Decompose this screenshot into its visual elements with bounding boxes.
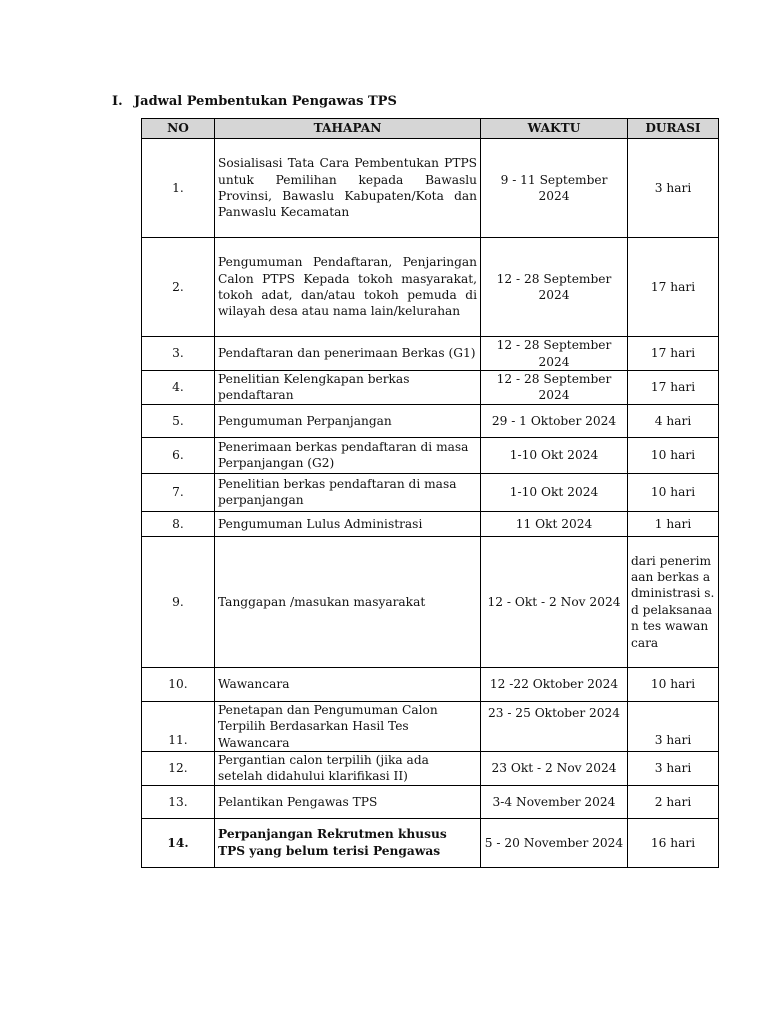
row-tahapan: Perpanjangan Rekrutmen khusus TPS yang belum terisi Pengawas — [215, 818, 481, 867]
row-waktu: 3-4 November 2024 — [481, 785, 628, 818]
row-tahapan: Sosialisasi Tata Cara Pembentukan PTPS untuk Pemilihan kepada Bawaslu Provinsi, Bawaslu Kabupaten/Kota dan Panwaslu Kecamatan — [215, 139, 481, 238]
row-tahapan: Tanggapan /masukan masyarakat — [215, 536, 481, 667]
row-tahapan: Wawancara — [215, 667, 481, 701]
row-waktu: 23 - 25 Oktober 2024 — [481, 701, 628, 751]
row-durasi: 17 hari — [628, 238, 719, 337]
row-durasi: 3 hari — [628, 701, 719, 751]
row-durasi: 10 hari — [628, 473, 719, 511]
row-durasi: 17 hari — [628, 337, 719, 371]
table-header-row — [142, 119, 719, 139]
row-no: 10. — [142, 667, 215, 701]
row-no: 5. — [142, 404, 215, 437]
row-durasi: 3 hari — [628, 752, 719, 786]
row-no: 8. — [142, 511, 215, 536]
section-number: I. — [112, 94, 123, 109]
row-tahapan: Pergantian calon terpilih (jika ada setelah didahului klarifikasi II) — [215, 752, 481, 786]
row-waktu: 12 - 28 September 2024 — [481, 238, 628, 337]
table-row — [142, 536, 719, 667]
row-waktu: 12 - 28 September 2024 — [481, 371, 628, 405]
row-durasi: dari penerimaan berkas administrasi s.d pelaksanaan tes wawancara — [628, 536, 719, 667]
row-tahapan: Pengumuman Perpanjangan — [215, 404, 481, 437]
table-row — [142, 404, 719, 437]
row-tahapan: Pengumuman Pendaftaran, Penjaringan Calon PTPS Kepada tokoh masyarakat, tokoh adat, dan/atau tokoh pemuda di wilayah desa atau nama lain/kelurahan — [215, 238, 481, 337]
table-row — [142, 752, 719, 786]
row-tahapan: Pengumuman Lulus Administrasi — [215, 511, 481, 536]
row-durasi: 4 hari — [628, 404, 719, 437]
row-waktu: 12 - Okt - 2 Nov 2024 — [481, 536, 628, 667]
row-tahapan: Pendaftaran dan penerimaan Berkas (G1) — [215, 337, 481, 371]
row-durasi: 10 hari — [628, 437, 719, 473]
column-header-no: NO — [142, 119, 215, 139]
table-row — [142, 785, 719, 818]
table-row — [142, 473, 719, 511]
row-no: 11. — [142, 701, 215, 751]
row-no: 6. — [142, 437, 215, 473]
row-tahapan: Pelantikan Pengawas TPS — [215, 785, 481, 818]
column-header-waktu: WAKTU — [481, 119, 628, 139]
row-durasi: 10 hari — [628, 667, 719, 701]
row-waktu: 5 - 20 November 2024 — [481, 818, 628, 867]
row-waktu: 23 Okt - 2 Nov 2024 — [481, 752, 628, 786]
row-no: 13. — [142, 785, 215, 818]
row-durasi: 1 hari — [628, 511, 719, 536]
row-no: 9. — [142, 536, 215, 667]
table-row — [142, 371, 719, 405]
table-row — [142, 667, 719, 701]
row-waktu: 9 - 11 September 2024 — [481, 139, 628, 238]
row-durasi: 17 hari — [628, 371, 719, 405]
row-waktu: 29 - 1 Oktober 2024 — [481, 404, 628, 437]
row-no: 14. — [142, 818, 215, 867]
table-row — [142, 238, 719, 337]
row-waktu: 12 -22 Oktober 2024 — [481, 667, 628, 701]
table-row — [142, 437, 719, 473]
row-no: 1. — [142, 139, 215, 238]
table-row — [142, 511, 719, 536]
row-waktu: 1-10 Okt 2024 — [481, 437, 628, 473]
row-durasi: 3 hari — [628, 139, 719, 238]
row-tahapan: Penetapan dan Pengumuman Calon Terpilih Berdasarkan Hasil Tes Wawancara — [215, 701, 481, 751]
table-row — [142, 701, 719, 751]
section-title: Jadwal Pembentukan Pengawas TPS — [134, 94, 397, 109]
section-heading — [112, 94, 397, 109]
row-waktu: 11 Okt 2024 — [481, 511, 628, 536]
row-durasi: 16 hari — [628, 818, 719, 867]
table-row — [142, 337, 719, 371]
row-waktu: 1-10 Okt 2024 — [481, 473, 628, 511]
table-row — [142, 818, 719, 867]
row-no: 2. — [142, 238, 215, 337]
column-header-durasi: DURASI — [628, 119, 719, 139]
row-waktu: 12 - 28 September 2024 — [481, 337, 628, 371]
table-row — [142, 139, 719, 238]
row-tahapan: Penelitian Kelengkapan berkas pendaftaran — [215, 371, 481, 405]
column-header-tahapan: TAHAPAN — [215, 119, 481, 139]
row-durasi: 2 hari — [628, 785, 719, 818]
row-no: 4. — [142, 371, 215, 405]
schedule-table — [141, 118, 719, 868]
row-tahapan: Penerimaan berkas pendaftaran di masa Perpanjangan (G2) — [215, 437, 481, 473]
row-no: 7. — [142, 473, 215, 511]
row-tahapan: Penelitian berkas pendaftaran di masa perpanjangan — [215, 473, 481, 511]
row-no: 12. — [142, 752, 215, 786]
row-no: 3. — [142, 337, 215, 371]
